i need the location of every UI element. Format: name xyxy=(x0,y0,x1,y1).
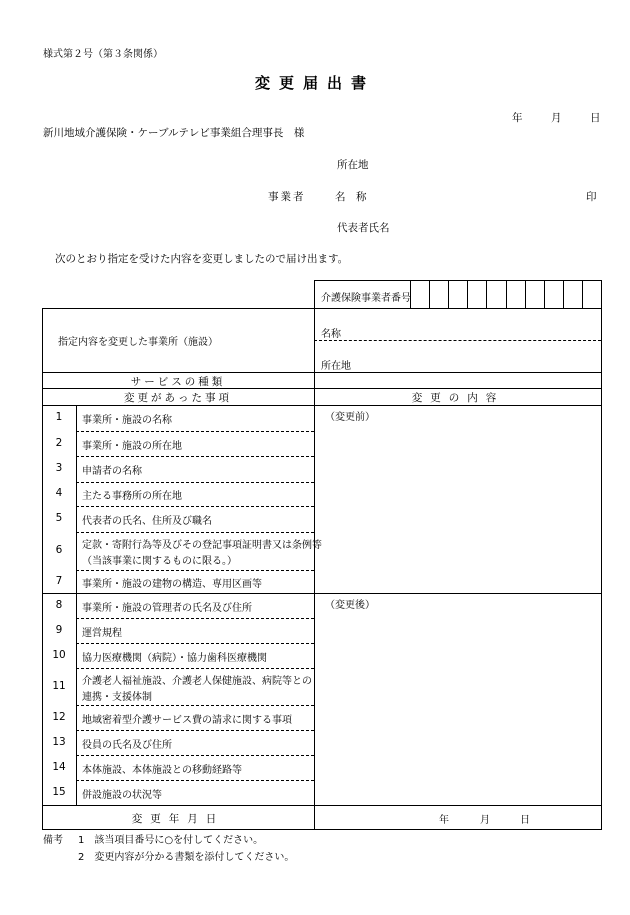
addressee: 新川地域介護保険・ケーブルテレビ事業組合理事長 様 xyxy=(43,127,305,139)
item-label: 事業所・施設の管理者の氏名及び住所 xyxy=(82,602,252,614)
header-date-year: 年 xyxy=(512,112,523,124)
applicant-location-label: 所在地 xyxy=(337,159,369,171)
provider-number-digit-divider xyxy=(563,280,564,308)
item-number: 5 xyxy=(55,512,63,524)
provider-number-digit-divider xyxy=(582,280,583,308)
changed-office-label: 指定内容を変更した事業所（施設） xyxy=(58,337,218,348)
before-label: （変更前） xyxy=(325,412,375,423)
notes-label: 備考 xyxy=(43,835,63,846)
changed-items-header: 変更があった事項 xyxy=(124,392,232,404)
item-label: 事業所・施設の名称 xyxy=(82,415,172,426)
item-label: 連携・支援体制 xyxy=(82,691,152,703)
item-label: 併設施設の状況等 xyxy=(82,789,162,801)
item-label: 事業所・施設の建物の構造、専用区画等 xyxy=(82,578,262,590)
change-date-day: 日 xyxy=(520,815,530,826)
change-date-year: 年 xyxy=(439,815,449,826)
item-number: 2 xyxy=(55,436,63,449)
provider-number-digit-divider xyxy=(429,280,430,308)
item-number: 3 xyxy=(55,462,63,474)
applicant-name-label: 名 称 xyxy=(335,191,367,203)
provider-number-digit-divider xyxy=(448,280,449,308)
item-number: 15 xyxy=(52,785,66,798)
intro-text: 次のとおり指定を受けた内容を変更しましたので届け出ます。 xyxy=(55,253,349,265)
change-content-header: 変更の内容 xyxy=(411,392,505,404)
service-type-label: サービスの種類 xyxy=(130,376,226,388)
item-label: 運営規程 xyxy=(82,627,122,639)
item-number: 13 xyxy=(52,735,66,748)
item-label: 本体施設、本体施設との移動経路等 xyxy=(82,764,242,776)
item-number: 6 xyxy=(55,544,63,556)
item-label: 地域密着型介護サービス費の請求に関する事項 xyxy=(82,714,292,726)
provider-number-digit-divider xyxy=(467,280,468,308)
item-number: 12 xyxy=(52,710,66,723)
item-label: 主たる事務所の所在地 xyxy=(82,491,182,502)
item-number: 8 xyxy=(55,598,63,611)
applicant-business-label: 事業者 xyxy=(268,191,306,203)
provider-number-label: 介護保険事業者番号 xyxy=(321,293,411,304)
note-item: 1 該当項目番号に○を付してください。 xyxy=(78,835,264,846)
item-number: 11 xyxy=(52,679,66,692)
provider-number-digit-divider xyxy=(525,280,526,308)
header-date-day: 日 xyxy=(590,112,601,124)
item-number: 10 xyxy=(52,648,66,661)
item-label: 事業所・施設の所在地 xyxy=(82,440,182,452)
item-label: 申請者の名称 xyxy=(82,466,142,477)
item-number: 9 xyxy=(55,623,63,636)
seal-mark: 印 xyxy=(586,191,597,203)
change-date-month: 月 xyxy=(480,815,490,826)
item-number: 4 xyxy=(55,487,63,499)
item-number: 7 xyxy=(55,574,63,587)
office-name-label: 名称 xyxy=(321,329,341,340)
provider-number-digit-divider xyxy=(486,280,487,308)
provider-number-digit-divider xyxy=(506,280,507,308)
item-number: 14 xyxy=(52,760,66,773)
item-label: 代表者の氏名、住所及び職名 xyxy=(82,516,212,527)
document-title: 変更届出書 xyxy=(254,74,375,92)
form-number: 様式第２号（第３条関係） xyxy=(43,49,163,60)
change-date-label: 変更年月日 xyxy=(131,813,225,825)
change-notification-table xyxy=(42,280,602,830)
header-date-month: 月 xyxy=(551,112,562,124)
applicant-rep-label: 代表者氏名 xyxy=(337,222,390,234)
item-label: 役員の氏名及び住所 xyxy=(82,739,172,751)
item-label: 協力医療機関（病院）・協力歯科医療機関 xyxy=(82,652,267,664)
office-location-label: 所在地 xyxy=(321,361,351,372)
item-label: 介護老人福祉施設、介護老人保健施設、病院等との xyxy=(82,675,312,687)
item-number: 1 xyxy=(55,411,63,423)
item-label: 定款・寄附行為等及びその登記事項証明書又は条例等 xyxy=(82,540,322,551)
item-label: （当該事業に関するものに限る。） xyxy=(82,556,237,567)
provider-number-digit-divider xyxy=(544,280,545,308)
note-item: 2 変更内容が分かる書類を添付してください。 xyxy=(78,852,295,863)
after-label: （変更後） xyxy=(325,600,375,611)
